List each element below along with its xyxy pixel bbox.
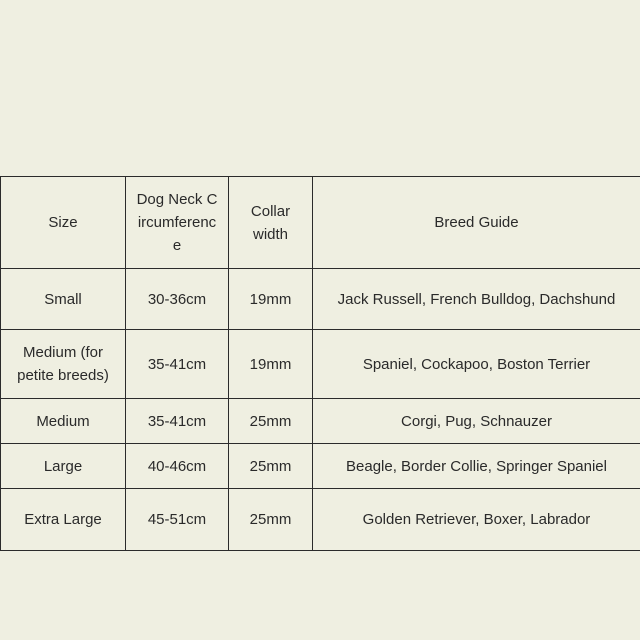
cell-neck: 35-41cm <box>126 399 229 444</box>
header-size: Size <box>1 177 126 269</box>
cell-breed: Golden Retriever, Boxer, Labrador <box>313 489 640 551</box>
cell-size: Small <box>1 269 126 330</box>
size-guide-table <box>0 176 640 551</box>
cell-width: 19mm <box>229 330 313 399</box>
cell-breed: Jack Russell, French Bulldog, Dachshund <box>313 269 640 330</box>
table-row <box>1 269 640 330</box>
cell-size: Extra Large <box>1 489 126 551</box>
cell-neck: 30-36cm <box>126 269 229 330</box>
cell-size: Medium <box>1 399 126 444</box>
table-row <box>1 399 640 444</box>
cell-size-label: Medium (for petite breeds) <box>17 344 109 384</box>
header-neck-circumference <box>126 177 229 269</box>
cell-breed: Beagle, Border Collie, Springer Spaniel <box>313 444 640 489</box>
cell-breed: Spaniel, Cockapoo, Boston Terrier <box>313 330 640 399</box>
header-collar-width-label: Collar width <box>250 202 291 243</box>
header-collar-width <box>229 177 313 269</box>
header-neck-circumference-label: Dog Neck Circumference <box>136 191 218 254</box>
table-header-row <box>1 177 640 269</box>
cell-size <box>1 330 126 399</box>
header-breed-guide: Breed Guide <box>313 177 640 269</box>
table-row <box>1 330 640 399</box>
cell-width: 25mm <box>229 489 313 551</box>
table-row <box>1 444 640 489</box>
table-row <box>1 489 640 551</box>
cell-neck: 45-51cm <box>126 489 229 551</box>
cell-breed: Corgi, Pug, Schnauzer <box>313 399 640 444</box>
cell-width: 25mm <box>229 399 313 444</box>
cell-width: 25mm <box>229 444 313 489</box>
cell-width: 19mm <box>229 269 313 330</box>
cell-neck: 35-41cm <box>126 330 229 399</box>
cell-neck: 40-46cm <box>126 444 229 489</box>
cell-size: Large <box>1 444 126 489</box>
